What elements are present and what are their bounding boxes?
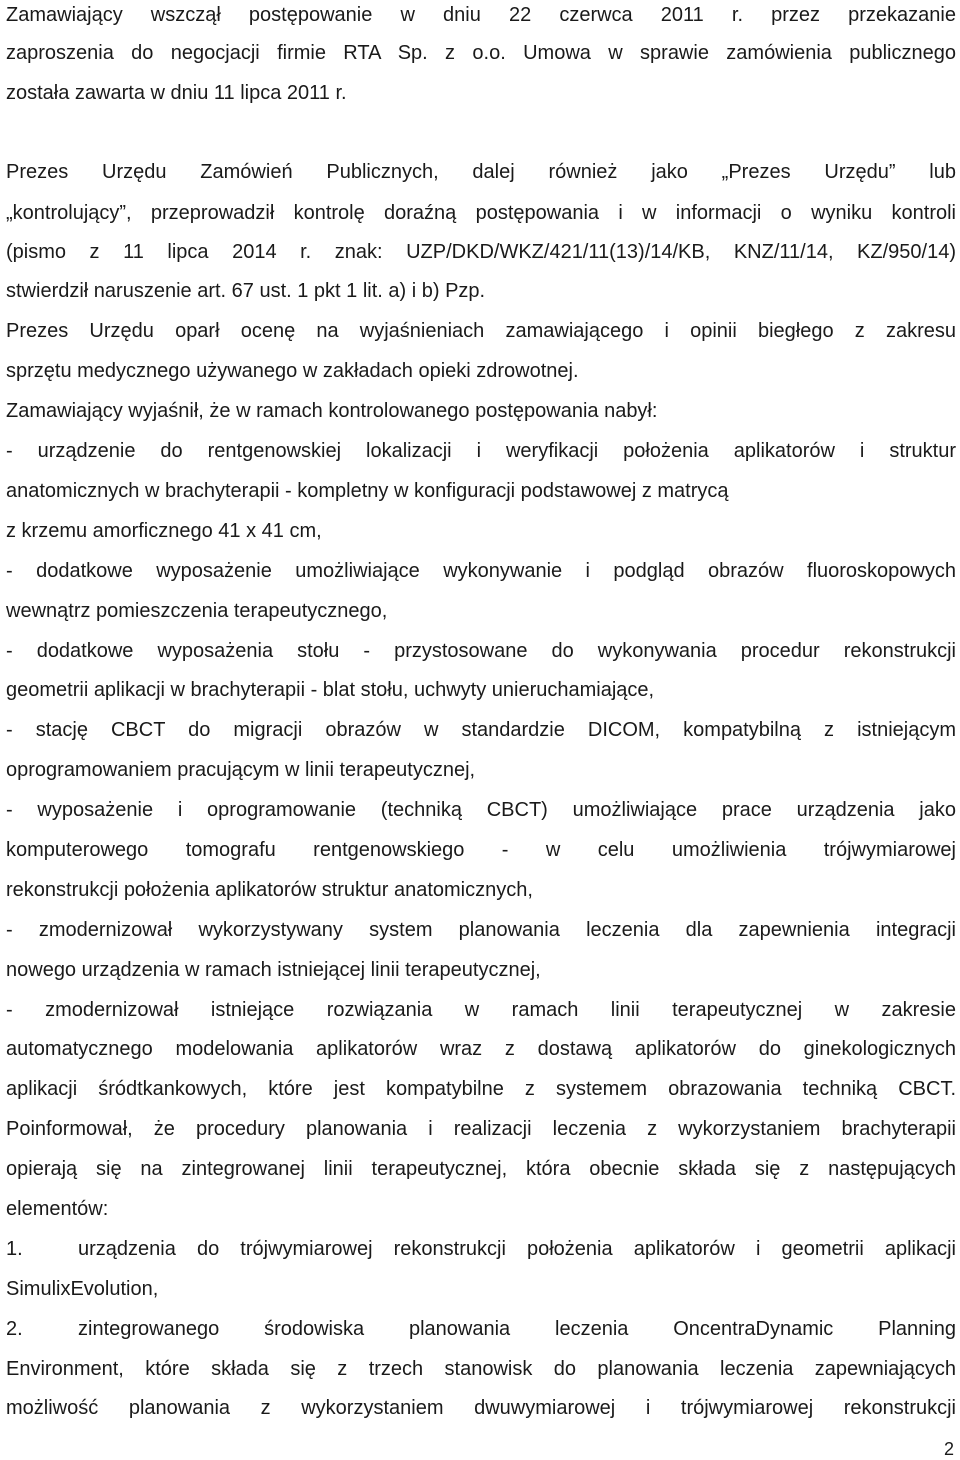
text-line: komputerowego tomografu rentgenowskiego - w celu umożliwienia trójwymiarowej <box>6 839 956 861</box>
text-line: możliwość planowania z wykorzystaniem dwuwymiarowej i trójwymiarowej rekonstrukcji <box>6 1397 956 1419</box>
text-line: rekonstrukcji położenia aplikatorów struktur anatomicznych, <box>6 879 533 901</box>
page-number: 2 <box>943 1439 954 1459</box>
text-line: opierają się na zintegrowanej linii terapeutycznej, która obecnie składa się z następujących <box>6 1158 956 1180</box>
text-line: zintegrowanego środowiska planowania leczenia OncentraDynamic Planning <box>78 1318 956 1340</box>
text-line: - wyposażenie i oprogramowanie (techniką CBCT) umożliwiające prace urządzenia jako <box>6 799 956 821</box>
text-line: aplikacji śródtkankowych, które jest kompatybilne z systemem obrazowania techniką CBCT. <box>6 1078 956 1100</box>
text-line: „kontrolujący”, przeprowadził kontrolę doraźną postępowania i w informacji o wyniku kontroli <box>6 202 956 224</box>
text-line: Zamawiający wyjaśnił, że w ramach kontrolowanego postępowania nabył: <box>6 400 658 422</box>
text-line: zaproszenia do negocjacji firmie RTA Sp. z o.o. Umowa w sprawie zamówienia publicznego <box>6 42 956 64</box>
text-line: wewnątrz pomieszczenia terapeutycznego, <box>6 600 388 622</box>
numbered-item <box>6 1234 956 1264</box>
text-line: - urządzenie do rentgenowskiej lokalizacji i weryfikacji położenia aplikatorów i struktur <box>6 440 956 462</box>
text-line: Zamawiający wszczął postępowanie w dniu 22 czerwca 2011 r. przez przekazanie <box>6 4 956 26</box>
list-number: 1. <box>6 1238 23 1260</box>
text-line: (pismo z 11 lipca 2014 r. znak: UZP/DKD/WKZ/421/11(13)/14/KB, KNZ/11/14, KZ/950/14) <box>6 241 956 263</box>
text-line: - dodatkowe wyposażenia stołu - przystosowane do wykonywania procedur rekonstrukcji <box>6 640 956 662</box>
text-line: elementów: <box>6 1198 109 1220</box>
text-line: Poinformował, że procedury planowania i realizacji leczenia z wykorzystaniem brachyterapii <box>6 1118 956 1140</box>
text-line: została zawarta w dniu 11 lipca 2011 r. <box>6 82 347 104</box>
text-line: - zmodernizował wykorzystywany system planowania leczenia dla zapewnienia integracji <box>6 919 956 941</box>
text-line: Prezes Urzędu oparł ocenę na wyjaśnieniach zamawiającego i opinii biegłego z zakresu <box>6 320 956 342</box>
text-line: stwierdził naruszenie art. 67 ust. 1 pkt 1 lit. a) i b) Pzp. <box>6 280 486 302</box>
text-line: geometrii aplikacji w brachyterapii - blat stołu, uchwyty unieruchamiające, <box>6 679 655 701</box>
list-number: 2. <box>6 1318 23 1340</box>
text-line: Environment, które składa się z trzech stanowisk do planowania leczenia zapewniających <box>6 1358 956 1380</box>
text-line: SimulixEvolution, <box>6 1278 159 1300</box>
text-line: sprzętu medycznego używanego w zakładach opieki zdrowotnej. <box>6 360 579 382</box>
text-line: z krzemu amorficznego 41 x 41 cm, <box>6 520 322 542</box>
text-line: anatomicznych w brachyterapii - kompletny w konfiguracji podstawowej z matrycą <box>6 480 729 502</box>
text-line: urządzenia do trójwymiarowej rekonstrukcji położenia aplikatorów i geometrii aplikacji <box>78 1238 956 1260</box>
text-line: nowego urządzenia w ramach istniejącej linii terapeutycznej, <box>6 959 541 981</box>
text-line: - zmodernizował istniejące rozwiązania w ramach linii terapeutycznej w zakresie <box>6 999 956 1021</box>
text-line: Prezes Urzędu Zamówień Publicznych, dalej również jako „Prezes Urzędu” lub <box>6 161 956 183</box>
text-line: automatycznego modelowania aplikatorów wraz z dostawą aplikatorów do ginekologicznych <box>6 1038 956 1060</box>
text-line: - dodatkowe wyposażenie umożliwiające wykonywanie i podgląd obrazów fluoroskopowych <box>6 560 956 582</box>
text-line: - stację CBCT do migracji obrazów w standardzie DICOM, kompatybilną z istniejącym <box>6 719 956 741</box>
text-line: oprogramowaniem pracującym w linii terapeutycznej, <box>6 759 476 781</box>
numbered-item <box>6 1314 956 1344</box>
